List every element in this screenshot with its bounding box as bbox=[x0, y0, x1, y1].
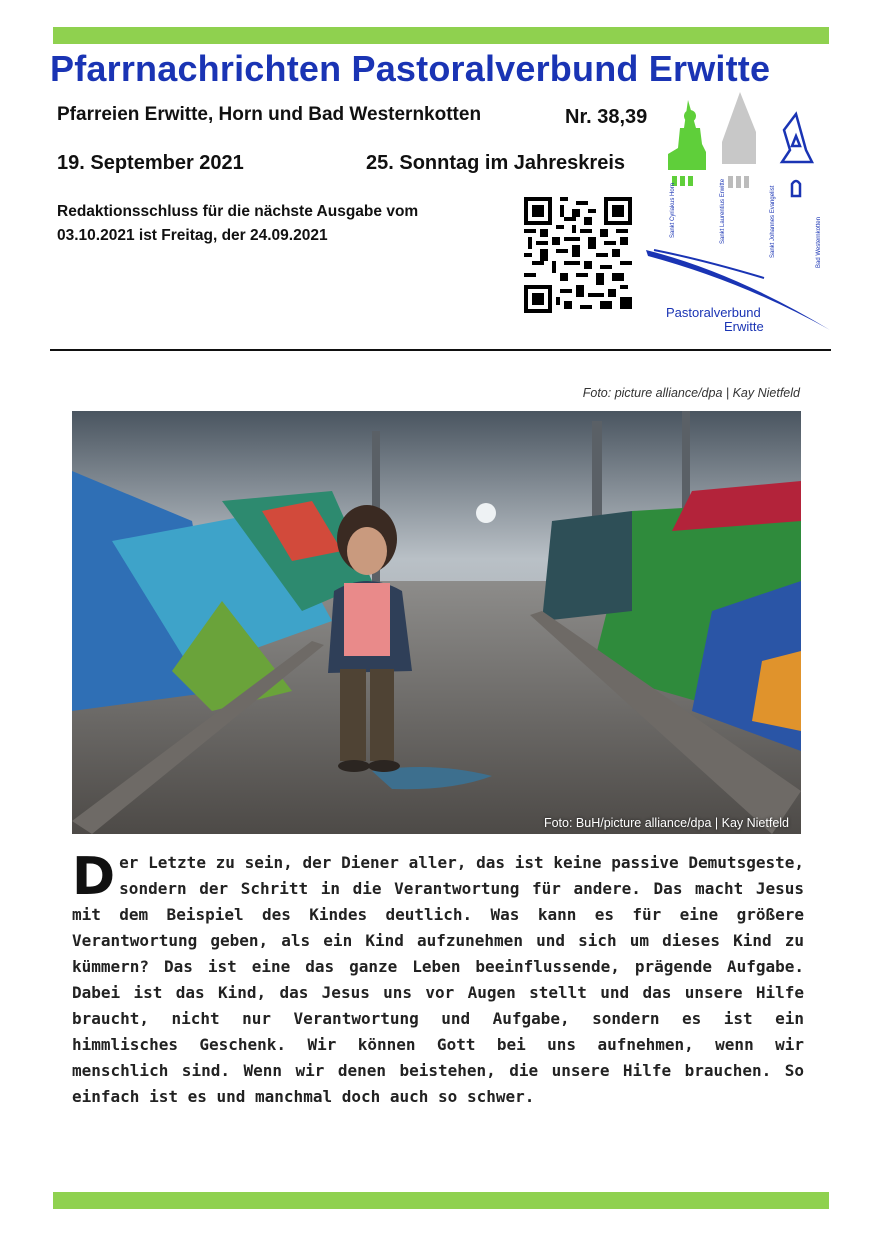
editorial-deadline bbox=[57, 200, 477, 248]
qr-code[interactable] bbox=[524, 197, 632, 313]
logo-name-line-2: Erwitte bbox=[724, 319, 764, 334]
top-green-bar bbox=[53, 27, 829, 44]
parishes-line: Pfarreien Erwitte, Horn und Bad Westernkotten bbox=[57, 104, 482, 125]
header-divider bbox=[50, 349, 831, 351]
page-title: Pfarrnachrichten Pastoralverbund Erwitte bbox=[50, 48, 771, 89]
logo-name-line-1: Pastoralverbund bbox=[666, 305, 761, 320]
drop-cap: D bbox=[72, 847, 116, 907]
issue-number: Nr. 38,39 bbox=[565, 106, 648, 128]
gray-church-icon bbox=[722, 92, 756, 188]
church-label-3: Sankt Johannes Evangelist bbox=[770, 185, 776, 258]
church-label-2: Sankt Laurentius Erwitte bbox=[720, 178, 726, 244]
deadline-line-1: Redaktionsschluss für die nächste Ausgabe vom bbox=[57, 203, 419, 220]
issue-date: 19. September 2021 bbox=[57, 152, 244, 174]
church-label-1: Sankt Cyriakus Horn bbox=[670, 182, 676, 238]
refugee-child-photo bbox=[72, 411, 801, 834]
pastoralverbund-logo bbox=[644, 92, 834, 336]
blue-church-icon bbox=[782, 114, 812, 196]
liturgical-sunday: 25. Sonntag im Jahreskreis bbox=[366, 152, 626, 174]
deadline-line-2: 03.10.2021 ist Freitag, der 24.09.2021 bbox=[57, 227, 328, 244]
photo-credit: Foto: picture alliance/dpa | Kay Nietfeld bbox=[582, 386, 800, 400]
bottom-green-bar bbox=[53, 1192, 829, 1209]
green-church-icon bbox=[668, 100, 706, 186]
article-text bbox=[72, 847, 804, 1110]
article-body: er Letzte zu sein, der Diener aller, das ist keine passive Demutsgeste, sondern der Schritt in die Verantwortung für andere. Das macht Jesus mit dem Beispiel des Kindes deutlich. Was kann es für eine größere Verantwortung geben, als ein Kind aufzunehmen und sich um dieses Kind zu kümmern? Das ist eine das ganze Leben beeinflussende, prägende Aufgabe. Dabei ist das Kind, das Jesus uns vor Augen stellt und das unsere Hilfe braucht, nicht nur Verantwortung und Aufgabe, sondern es ist ein himmlisches Geschenk. Wir können Gott bei uns aufnehmen, wenn wir menschlich sind. Wenn wir denen beistehen, die unsere Hilfe brauchen. So einfach ist es und manchmal doch auch so schwer. bbox=[72, 853, 804, 1106]
photo-credit-inline: Foto: BuH/picture alliance/dpa | Kay Nietfeld bbox=[543, 816, 789, 830]
church-label-4: Bad Westernkotten bbox=[816, 217, 822, 268]
